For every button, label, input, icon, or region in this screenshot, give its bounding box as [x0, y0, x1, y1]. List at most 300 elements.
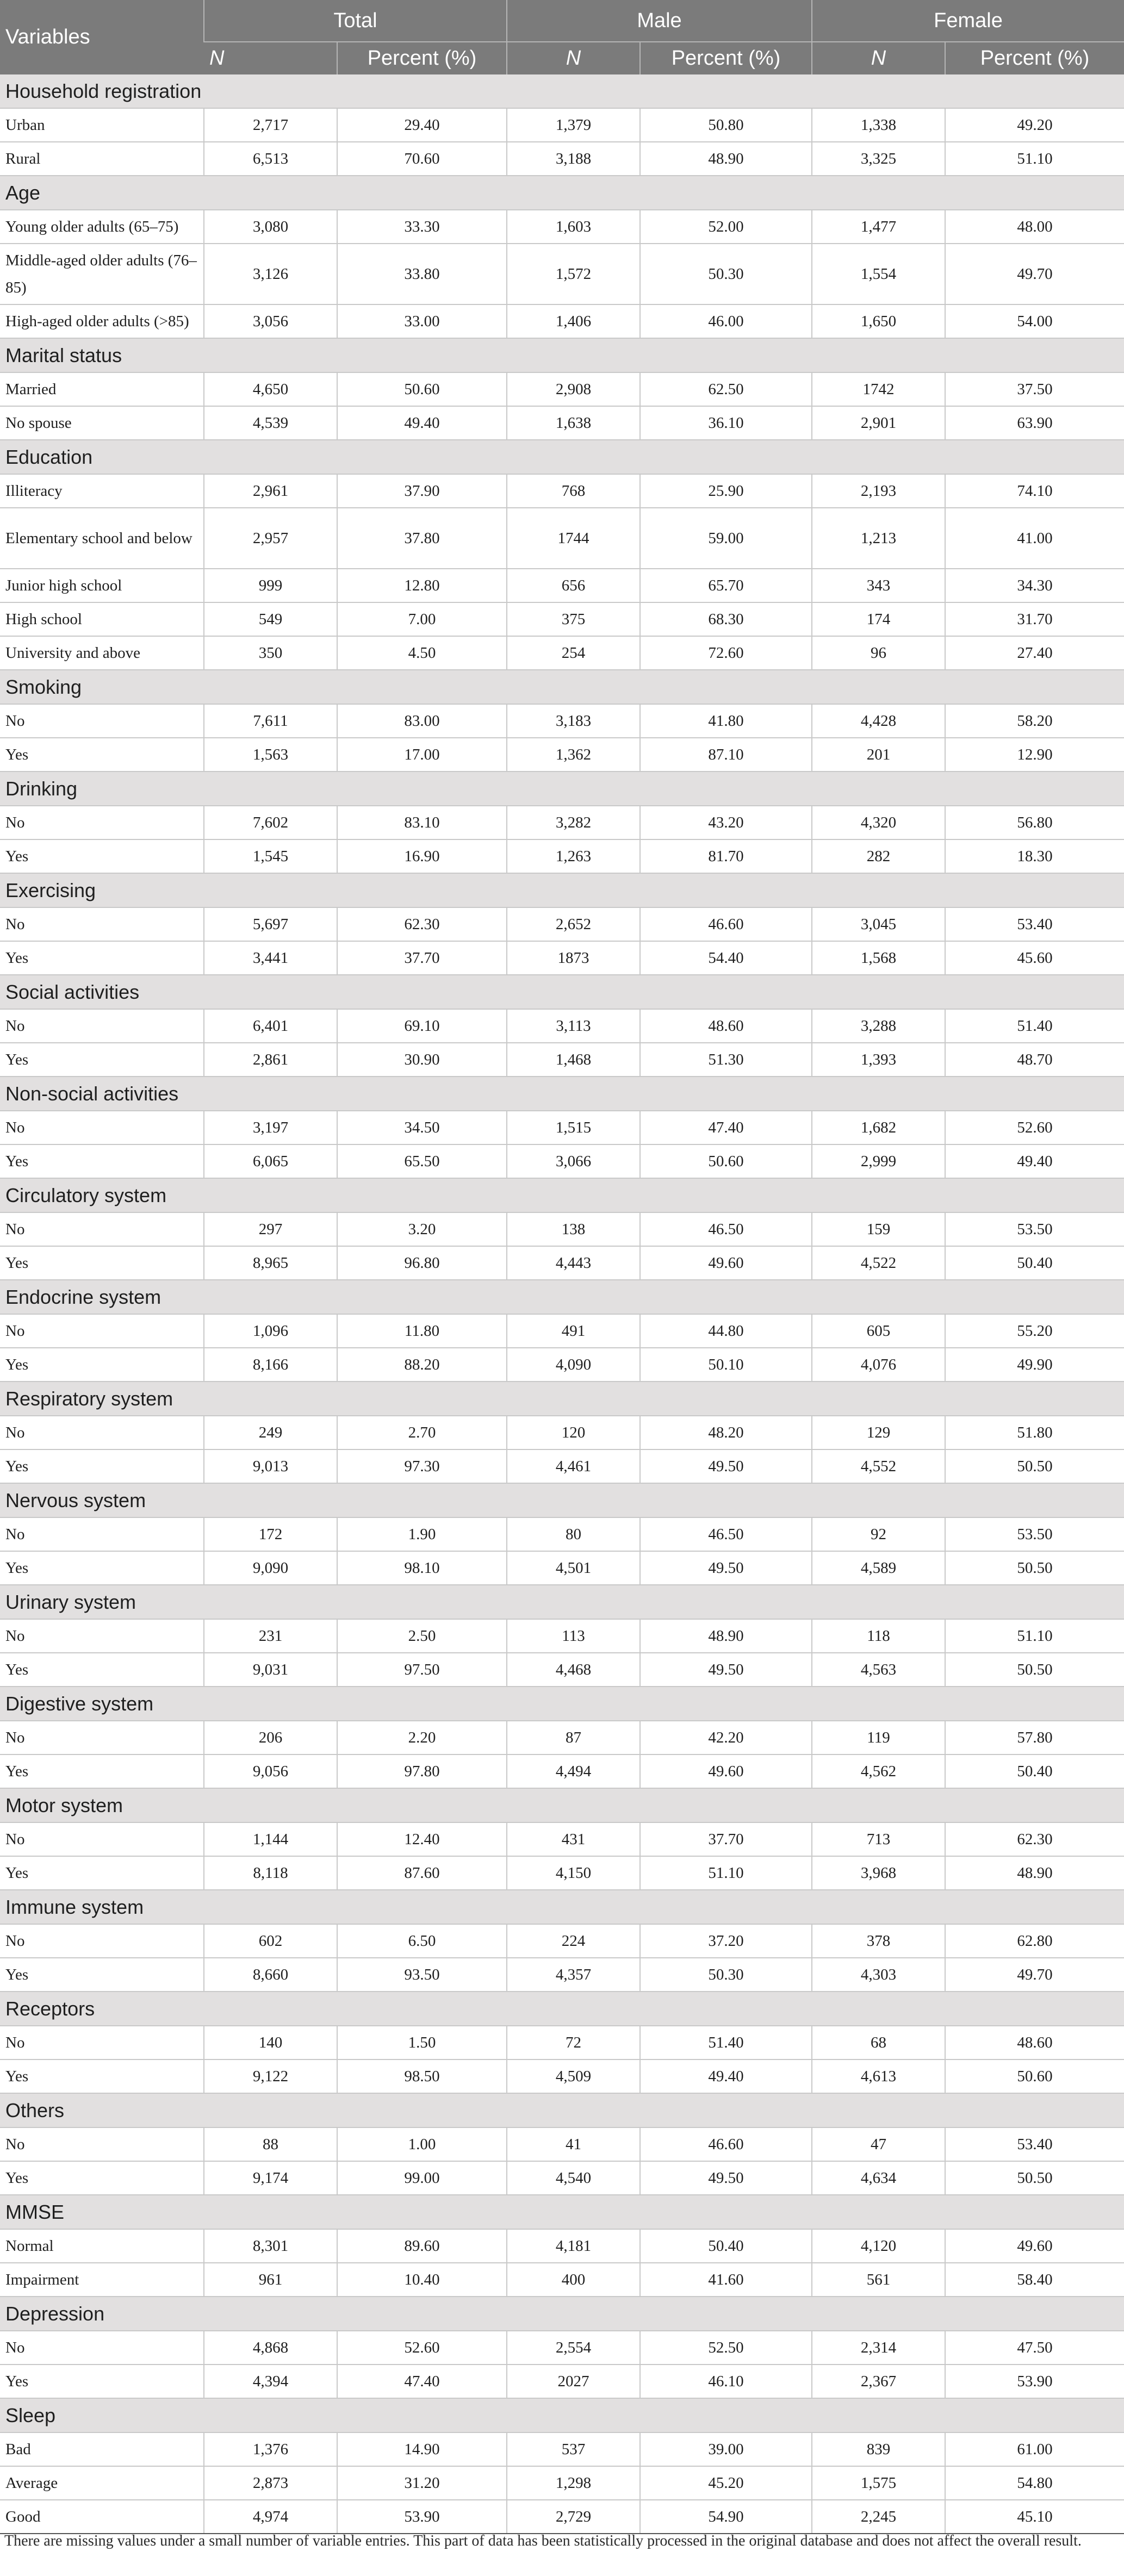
cell-female-percent: 50.50	[945, 1653, 1124, 1687]
cell-total-percent: 62.30	[337, 907, 507, 941]
row-label: Middle-aged older adults (76–85)	[0, 244, 204, 304]
cell-female-n: 1,650	[812, 304, 945, 338]
cell-total-n: 88	[204, 2127, 337, 2161]
cell-male-percent: 39.00	[640, 2432, 812, 2466]
section-title: Receptors	[0, 1992, 1124, 2026]
cell-total-percent: 83.10	[337, 806, 507, 839]
section-header-row	[0, 1382, 1124, 1416]
cell-male-percent: 51.10	[640, 1856, 812, 1890]
cell-male-n: 1,379	[507, 108, 640, 142]
cell-male-n: 138	[507, 1212, 640, 1246]
cell-female-n: 1,393	[812, 1043, 945, 1077]
table-row	[0, 636, 1124, 670]
section-header-row	[0, 771, 1124, 806]
cell-male-percent: 54.40	[640, 941, 812, 975]
cell-total-n: 1,096	[204, 1314, 337, 1348]
cell-male-n: 3,188	[507, 142, 640, 176]
cell-male-percent: 48.20	[640, 1416, 812, 1449]
cell-female-n: 4,120	[812, 2229, 945, 2263]
cell-female-percent: 27.40	[945, 636, 1124, 670]
cell-female-percent: 58.20	[945, 704, 1124, 738]
cell-female-percent: 45.10	[945, 2500, 1124, 2534]
section-header-row	[0, 1585, 1124, 1619]
section-title: Motor system	[0, 1788, 1124, 1822]
cell-male-percent: 59.00	[640, 508, 812, 569]
cell-male-percent: 48.90	[640, 1619, 812, 1653]
table-row	[0, 2331, 1124, 2365]
cell-female-percent: 37.50	[945, 372, 1124, 406]
cell-total-percent: 33.30	[337, 210, 507, 244]
cell-total-n: 5,697	[204, 907, 337, 941]
cell-male-percent: 41.80	[640, 704, 812, 738]
row-label: Yes	[0, 1958, 204, 1992]
table-row	[0, 1043, 1124, 1077]
cell-total-n: 1,376	[204, 2432, 337, 2466]
cell-total-percent: 97.80	[337, 1754, 507, 1788]
cell-total-percent: 31.20	[337, 2466, 507, 2500]
cell-female-n: 839	[812, 2432, 945, 2466]
cell-total-n: 8,660	[204, 1958, 337, 1992]
cell-female-percent: 61.00	[945, 2432, 1124, 2466]
header-male-percent: Percent (%)	[640, 42, 812, 74]
row-label: Yes	[0, 839, 204, 873]
cell-total-n: 172	[204, 1517, 337, 1551]
row-label: High-aged older adults (>85)	[0, 304, 204, 338]
cell-total-n: 9,056	[204, 1754, 337, 1788]
table-row	[0, 602, 1124, 636]
section-header-row	[0, 2398, 1124, 2432]
cell-male-n: 2,652	[507, 907, 640, 941]
section-title: Depression	[0, 2297, 1124, 2331]
cell-total-n: 8,301	[204, 2229, 337, 2263]
cell-male-n: 1873	[507, 941, 640, 975]
row-label: Rural	[0, 142, 204, 176]
cell-male-percent: 50.40	[640, 2229, 812, 2263]
cell-female-percent: 51.40	[945, 1009, 1124, 1043]
cell-male-n: 375	[507, 602, 640, 636]
row-label: No	[0, 1924, 204, 1958]
cell-total-percent: 29.40	[337, 108, 507, 142]
cell-male-percent: 44.80	[640, 1314, 812, 1348]
cell-male-n: 491	[507, 1314, 640, 1348]
table-row	[0, 1619, 1124, 1653]
cell-female-n: 4,320	[812, 806, 945, 839]
cell-female-percent: 74.10	[945, 474, 1124, 508]
row-label: No	[0, 1721, 204, 1754]
table-row	[0, 2059, 1124, 2093]
cell-total-percent: 2.20	[337, 1721, 507, 1754]
cell-total-percent: 93.50	[337, 1958, 507, 1992]
cell-male-percent: 49.60	[640, 1754, 812, 1788]
row-label: Urban	[0, 108, 204, 142]
row-label: Yes	[0, 1754, 204, 1788]
cell-female-percent: 53.40	[945, 2127, 1124, 2161]
cell-total-n: 602	[204, 1924, 337, 1958]
cell-total-n: 8,965	[204, 1246, 337, 1280]
cell-male-n: 1,468	[507, 1043, 640, 1077]
row-label: Married	[0, 372, 204, 406]
table-row	[0, 2365, 1124, 2398]
cell-male-percent: 51.40	[640, 2026, 812, 2059]
header-female-percent: Percent (%)	[945, 42, 1124, 74]
section-title: Circulatory system	[0, 1178, 1124, 1212]
cell-male-percent: 41.60	[640, 2263, 812, 2297]
cell-female-percent: 18.30	[945, 839, 1124, 873]
table-row	[0, 2229, 1124, 2263]
cell-male-n: 768	[507, 474, 640, 508]
cell-male-percent: 50.30	[640, 1958, 812, 1992]
table-row	[0, 2466, 1124, 2500]
cell-male-n: 120	[507, 1416, 640, 1449]
cell-female-n: 4,076	[812, 1348, 945, 1382]
section-header-row	[0, 2195, 1124, 2229]
cell-male-n: 3,113	[507, 1009, 640, 1043]
table-row	[0, 2161, 1124, 2195]
cell-total-percent: 10.40	[337, 2263, 507, 2297]
row-label: No	[0, 1416, 204, 1449]
cell-male-percent: 49.40	[640, 2059, 812, 2093]
cell-total-n: 6,513	[204, 142, 337, 176]
section-header-row	[0, 74, 1124, 108]
row-label: Yes	[0, 1551, 204, 1585]
cell-female-percent: 49.20	[945, 108, 1124, 142]
cell-female-n: 119	[812, 1721, 945, 1754]
table-row	[0, 474, 1124, 508]
cell-male-n: 4,501	[507, 1551, 640, 1585]
cell-total-percent: 37.70	[337, 941, 507, 975]
section-header-row	[0, 1992, 1124, 2026]
cell-total-n: 2,717	[204, 108, 337, 142]
cell-female-percent: 47.50	[945, 2331, 1124, 2365]
cell-male-n: 1,362	[507, 738, 640, 771]
cell-female-n: 92	[812, 1517, 945, 1551]
cell-male-n: 41	[507, 2127, 640, 2161]
cell-female-n: 1,338	[812, 108, 945, 142]
cell-female-n: 605	[812, 1314, 945, 1348]
row-label: Good	[0, 2500, 204, 2534]
cell-female-percent: 57.80	[945, 1721, 1124, 1754]
table-row	[0, 1144, 1124, 1178]
cell-female-n: 2,367	[812, 2365, 945, 2398]
cell-female-percent: 50.50	[945, 1449, 1124, 1483]
cell-male-n: 4,468	[507, 1653, 640, 1687]
cell-female-percent: 49.40	[945, 1144, 1124, 1178]
cell-total-percent: 1.00	[337, 2127, 507, 2161]
row-label: Yes	[0, 1856, 204, 1890]
cell-total-n: 2,961	[204, 474, 337, 508]
cell-male-n: 80	[507, 1517, 640, 1551]
cell-total-n: 9,122	[204, 2059, 337, 2093]
section-title: Others	[0, 2093, 1124, 2127]
cell-female-n: 4,522	[812, 1246, 945, 1280]
cell-total-n: 9,174	[204, 2161, 337, 2195]
cell-female-percent: 62.80	[945, 1924, 1124, 1958]
cell-female-n: 378	[812, 1924, 945, 1958]
cell-total-percent: 98.50	[337, 2059, 507, 2093]
cell-female-n: 3,045	[812, 907, 945, 941]
section-header-row	[0, 440, 1124, 474]
cell-female-n: 2,245	[812, 2500, 945, 2534]
cell-female-percent: 54.00	[945, 304, 1124, 338]
cell-male-percent: 50.30	[640, 244, 812, 304]
table-row	[0, 372, 1124, 406]
cell-female-n: 174	[812, 602, 945, 636]
section-header-row	[0, 176, 1124, 210]
section-header-row	[0, 1483, 1124, 1517]
cell-total-percent: 30.90	[337, 1043, 507, 1077]
cell-female-n: 47	[812, 2127, 945, 2161]
cell-female-n: 2,999	[812, 1144, 945, 1178]
cell-male-percent: 42.20	[640, 1721, 812, 1754]
table-row	[0, 210, 1124, 244]
table-row	[0, 244, 1124, 304]
table-row	[0, 142, 1124, 176]
cell-female-n: 129	[812, 1416, 945, 1449]
cell-total-percent: 2.50	[337, 1619, 507, 1653]
cell-total-n: 4,650	[204, 372, 337, 406]
cell-female-n: 159	[812, 1212, 945, 1246]
cell-male-n: 4,150	[507, 1856, 640, 1890]
cell-female-percent: 53.90	[945, 2365, 1124, 2398]
cell-total-percent: 88.20	[337, 1348, 507, 1382]
table-row	[0, 1822, 1124, 1856]
cell-total-n: 9,090	[204, 1551, 337, 1585]
cell-female-percent: 63.90	[945, 406, 1124, 440]
cell-total-percent: 83.00	[337, 704, 507, 738]
cell-total-percent: 89.60	[337, 2229, 507, 2263]
row-label: Yes	[0, 738, 204, 771]
cell-total-n: 1,144	[204, 1822, 337, 1856]
cell-male-percent: 49.60	[640, 1246, 812, 1280]
row-label: Yes	[0, 2365, 204, 2398]
cell-total-n: 9,031	[204, 1653, 337, 1687]
section-header-row	[0, 2093, 1124, 2127]
cell-total-n: 350	[204, 636, 337, 670]
table-row	[0, 2500, 1124, 2534]
cell-total-n: 249	[204, 1416, 337, 1449]
cell-total-n: 4,868	[204, 2331, 337, 2365]
cell-male-percent: 43.20	[640, 806, 812, 839]
cell-female-n: 1742	[812, 372, 945, 406]
cell-male-percent: 46.60	[640, 907, 812, 941]
table-footnote: There are missing values under a small number of variable entries. This part of data has been statistically processed in the original database and does not affect the overall result.	[4, 2533, 1082, 2549]
row-label: No	[0, 704, 204, 738]
cell-total-n: 8,166	[204, 1348, 337, 1382]
cell-female-percent: 45.60	[945, 941, 1124, 975]
cell-female-n: 1,682	[812, 1111, 945, 1144]
cell-total-percent: 47.40	[337, 2365, 507, 2398]
cell-male-n: 4,357	[507, 1958, 640, 1992]
cell-male-n: 4,509	[507, 2059, 640, 2093]
cell-total-n: 3,126	[204, 244, 337, 304]
cell-total-percent: 53.90	[337, 2500, 507, 2534]
cell-total-percent: 87.60	[337, 1856, 507, 1890]
row-label: Yes	[0, 1246, 204, 1280]
section-header-row	[0, 338, 1124, 372]
cell-female-n: 343	[812, 569, 945, 602]
cell-female-n: 4,613	[812, 2059, 945, 2093]
header-total: Total	[204, 0, 507, 42]
row-label: Junior high school	[0, 569, 204, 602]
cell-male-n: 4,540	[507, 2161, 640, 2195]
row-label: Elementary school and below	[0, 508, 204, 569]
row-label: University and above	[0, 636, 204, 670]
cell-female-percent: 58.40	[945, 2263, 1124, 2297]
cell-female-percent: 62.30	[945, 1822, 1124, 1856]
section-title: Education	[0, 440, 1124, 474]
table-row	[0, 1212, 1124, 1246]
cell-female-percent: 49.90	[945, 1348, 1124, 1382]
row-label: No	[0, 1822, 204, 1856]
cell-male-percent: 50.80	[640, 108, 812, 142]
cell-female-percent: 49.70	[945, 244, 1124, 304]
cell-total-n: 3,441	[204, 941, 337, 975]
cell-male-percent: 37.70	[640, 1822, 812, 1856]
cell-female-percent: 48.60	[945, 2026, 1124, 2059]
section-header-row	[0, 873, 1124, 907]
row-label: No	[0, 806, 204, 839]
section-title: Endocrine system	[0, 1280, 1124, 1314]
cell-male-n: 4,494	[507, 1754, 640, 1788]
cell-total-percent: 52.60	[337, 2331, 507, 2365]
row-label: Illiteracy	[0, 474, 204, 508]
cell-total-percent: 97.30	[337, 1449, 507, 1483]
cell-total-percent: 11.80	[337, 1314, 507, 1348]
cell-female-n: 4,563	[812, 1653, 945, 1687]
section-title: MMSE	[0, 2195, 1124, 2229]
cell-female-n: 3,288	[812, 1009, 945, 1043]
row-label: Yes	[0, 1449, 204, 1483]
section-title: Digestive system	[0, 1687, 1124, 1721]
cell-male-percent: 54.90	[640, 2500, 812, 2534]
cell-total-percent: 33.80	[337, 244, 507, 304]
table-row	[0, 1958, 1124, 1992]
table-row	[0, 1653, 1124, 1687]
row-label: No	[0, 1517, 204, 1551]
cell-total-percent: 37.80	[337, 508, 507, 569]
header-total-percent: Percent (%)	[337, 42, 507, 74]
cell-male-percent: 81.70	[640, 839, 812, 873]
section-title: Nervous system	[0, 1483, 1124, 1517]
cell-total-n: 297	[204, 1212, 337, 1246]
cell-female-n: 1,554	[812, 244, 945, 304]
cell-total-n: 999	[204, 569, 337, 602]
cell-male-n: 3,183	[507, 704, 640, 738]
cell-female-n: 2,193	[812, 474, 945, 508]
table-row	[0, 1348, 1124, 1382]
cell-male-n: 2,729	[507, 2500, 640, 2534]
cell-male-n: 4,181	[507, 2229, 640, 2263]
section-header-row	[0, 1178, 1124, 1212]
row-label: Yes	[0, 2059, 204, 2093]
cell-male-n: 2,908	[507, 372, 640, 406]
row-label: No	[0, 1009, 204, 1043]
cell-total-percent: 34.50	[337, 1111, 507, 1144]
table-row	[0, 704, 1124, 738]
cell-male-percent: 46.50	[640, 1517, 812, 1551]
cell-male-percent: 49.50	[640, 1449, 812, 1483]
section-header-row	[0, 1077, 1124, 1111]
cell-male-n: 3,282	[507, 806, 640, 839]
cell-female-n: 96	[812, 636, 945, 670]
row-label: High school	[0, 602, 204, 636]
cell-male-n: 4,461	[507, 1449, 640, 1483]
cell-female-percent: 34.30	[945, 569, 1124, 602]
cell-total-n: 7,611	[204, 704, 337, 738]
header-variables: Variables	[0, 0, 204, 74]
table-row	[0, 1416, 1124, 1449]
cell-male-percent: 46.50	[640, 1212, 812, 1246]
cell-female-n: 1,568	[812, 941, 945, 975]
cell-male-percent: 52.00	[640, 210, 812, 244]
row-label: Yes	[0, 1043, 204, 1077]
cell-total-n: 2,861	[204, 1043, 337, 1077]
cell-male-n: 3,066	[507, 1144, 640, 1178]
row-label: No spouse	[0, 406, 204, 440]
section-title: Social activities	[0, 975, 1124, 1009]
cell-total-percent: 37.90	[337, 474, 507, 508]
header-female: Female	[812, 0, 1124, 42]
section-title: Smoking	[0, 670, 1124, 704]
cell-female-n: 561	[812, 2263, 945, 2297]
cell-male-n: 656	[507, 569, 640, 602]
table-row	[0, 806, 1124, 839]
table-row	[0, 1721, 1124, 1754]
table-row	[0, 941, 1124, 975]
table-row	[0, 907, 1124, 941]
cell-female-n: 201	[812, 738, 945, 771]
header-male-n: N	[507, 42, 640, 74]
section-header-row	[0, 975, 1124, 1009]
section-title: Marital status	[0, 338, 1124, 372]
cell-total-n: 1,563	[204, 738, 337, 771]
cell-female-percent: 54.80	[945, 2466, 1124, 2500]
cell-total-percent: 12.40	[337, 1822, 507, 1856]
cell-male-percent: 48.60	[640, 1009, 812, 1043]
cell-total-n: 2,957	[204, 508, 337, 569]
cell-female-percent: 50.50	[945, 2161, 1124, 2195]
cell-total-n: 9,013	[204, 1449, 337, 1483]
cell-female-n: 1,213	[812, 508, 945, 569]
section-header-row	[0, 1687, 1124, 1721]
cell-male-percent: 87.10	[640, 738, 812, 771]
table-row	[0, 1924, 1124, 1958]
row-label: No	[0, 1111, 204, 1144]
cell-female-percent: 51.80	[945, 1416, 1124, 1449]
row-label: Yes	[0, 941, 204, 975]
cell-male-n: 1,515	[507, 1111, 640, 1144]
section-title: Age	[0, 176, 1124, 210]
cell-male-n: 1,406	[507, 304, 640, 338]
cell-female-n: 3,968	[812, 1856, 945, 1890]
cell-total-n: 231	[204, 1619, 337, 1653]
table-row	[0, 738, 1124, 771]
cell-female-percent: 48.00	[945, 210, 1124, 244]
cell-female-n: 282	[812, 839, 945, 873]
cell-male-percent: 36.10	[640, 406, 812, 440]
cell-total-n: 4,539	[204, 406, 337, 440]
cell-total-percent: 96.80	[337, 1246, 507, 1280]
cell-male-percent: 48.90	[640, 142, 812, 176]
section-title: Drinking	[0, 771, 1124, 806]
row-label: Bad	[0, 2432, 204, 2466]
cell-female-n: 1,575	[812, 2466, 945, 2500]
cell-female-percent: 51.10	[945, 142, 1124, 176]
cell-female-percent: 55.20	[945, 1314, 1124, 1348]
cell-male-percent: 46.10	[640, 2365, 812, 2398]
row-label: Impairment	[0, 2263, 204, 2297]
row-label: Yes	[0, 1348, 204, 1382]
